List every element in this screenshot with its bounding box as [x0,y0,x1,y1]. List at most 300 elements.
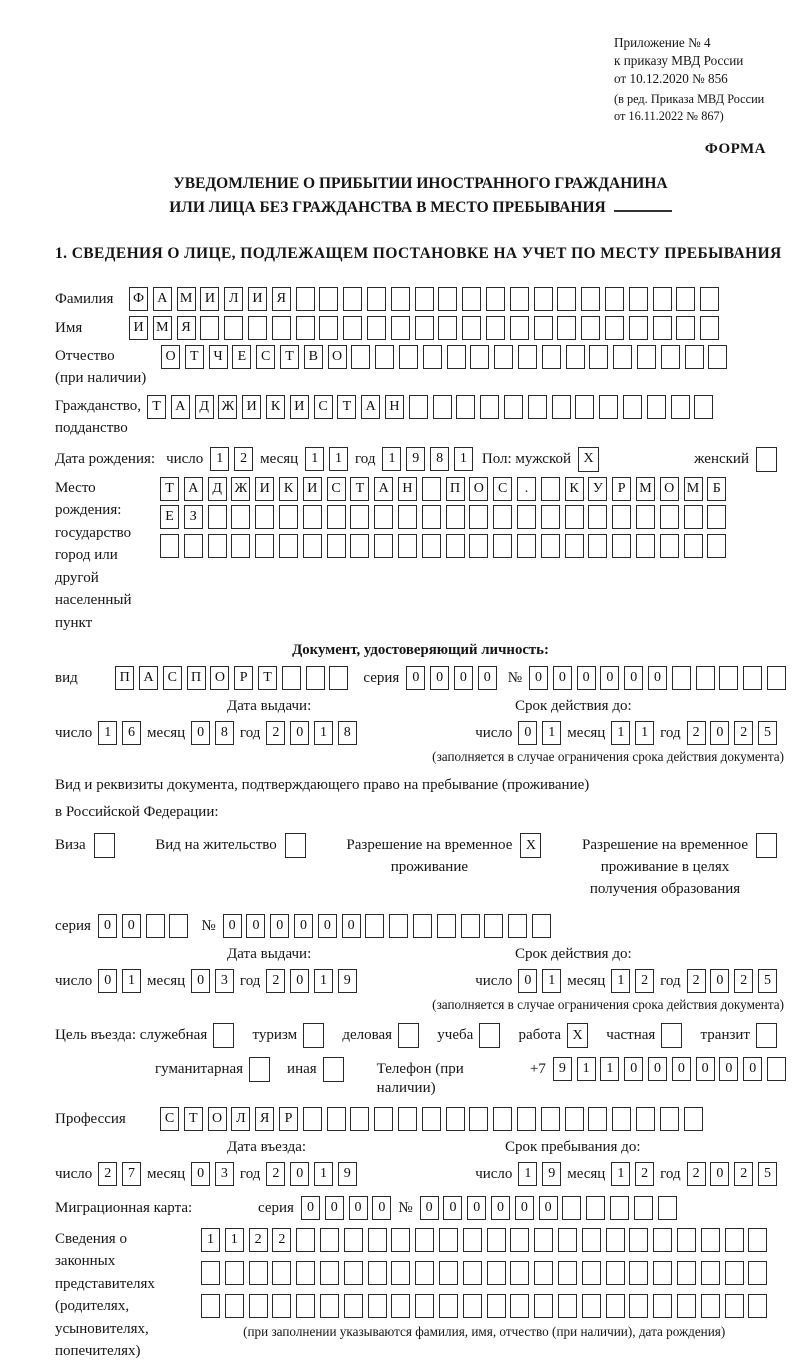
char-box[interactable] [517,505,536,529]
char-box[interactable]: И [242,395,261,419]
char-box[interactable]: 1 [611,969,630,993]
char-box[interactable] [391,1294,410,1318]
char-box[interactable] [272,316,291,340]
sex-male-checkbox[interactable]: X [578,447,599,472]
char-box[interactable] [494,345,513,369]
char-box[interactable] [320,1294,339,1318]
char-box[interactable] [456,395,475,419]
char-box[interactable] [409,395,428,419]
char-box[interactable] [672,666,691,690]
char-box[interactable] [661,345,680,369]
char-box[interactable]: Ч [209,345,228,369]
char-box[interactable] [748,1261,767,1285]
char-box[interactable] [517,1107,536,1131]
char-box[interactable] [558,1228,577,1252]
char-box[interactable] [671,395,690,419]
char-box[interactable] [279,505,298,529]
char-box[interactable]: И [290,395,309,419]
char-box[interactable]: С [163,666,182,690]
char-box[interactable]: 1 [542,721,561,745]
char-box[interactable] [623,395,642,419]
char-box[interactable] [438,287,457,311]
char-box[interactable]: И [200,287,219,311]
char-box[interactable]: Р [234,666,253,690]
char-box[interactable] [504,395,523,419]
char-box[interactable]: О [660,477,679,501]
char-box[interactable]: 1 [611,721,630,745]
char-box[interactable] [413,914,432,938]
char-box[interactable]: Я [177,316,196,340]
char-box[interactable]: 0 [191,721,210,745]
char-box[interactable]: 0 [518,721,537,745]
char-box[interactable]: Т [185,345,204,369]
char-box[interactable] [660,1107,679,1131]
char-box[interactable] [486,287,505,311]
char-box[interactable]: Я [255,1107,274,1131]
char-box[interactable] [319,316,338,340]
char-box[interactable]: 0 [318,914,337,938]
char-box[interactable] [599,395,618,419]
option-temp-residence-education-checkbox[interactable] [756,833,777,858]
char-box[interactable] [146,914,165,938]
char-box[interactable]: М [153,316,172,340]
char-box[interactable]: Б [707,477,726,501]
char-box[interactable] [201,1294,220,1318]
char-box[interactable] [296,316,315,340]
char-box[interactable] [534,1294,553,1318]
char-box[interactable] [653,1228,672,1252]
char-box[interactable] [610,1196,629,1220]
char-box[interactable]: 6 [122,721,141,745]
char-box[interactable]: 0 [710,1162,729,1186]
char-box[interactable] [581,287,600,311]
char-box[interactable] [249,1261,268,1285]
char-box[interactable]: 0 [539,1196,558,1220]
char-box[interactable]: Т [258,666,277,690]
char-box[interactable]: 2 [249,1228,268,1252]
char-box[interactable]: 0 [290,969,309,993]
char-box[interactable] [767,1057,786,1081]
char-box[interactable] [462,287,481,311]
char-box[interactable]: 0 [696,1057,715,1081]
char-box[interactable] [391,1261,410,1285]
char-box[interactable]: 0 [430,666,449,690]
char-box[interactable] [606,1228,625,1252]
char-box[interactable]: 1 [600,1057,619,1081]
char-box[interactable] [391,287,410,311]
char-box[interactable] [423,345,442,369]
char-box[interactable] [255,505,274,529]
char-box[interactable] [208,534,227,558]
char-box[interactable] [391,316,410,340]
char-box[interactable] [462,316,481,340]
char-box[interactable]: 0 [443,1196,462,1220]
char-box[interactable]: 1 [210,447,229,471]
char-box[interactable] [469,1107,488,1131]
char-box[interactable] [684,534,703,558]
char-box[interactable]: Е [160,505,179,529]
char-box[interactable]: 0 [478,666,497,690]
char-box[interactable] [586,1196,605,1220]
char-box[interactable] [694,395,713,419]
char-box[interactable]: 8 [430,447,449,471]
char-box[interactable] [582,1228,601,1252]
char-box[interactable]: П [187,666,206,690]
char-box[interactable] [534,1261,553,1285]
char-box[interactable] [629,316,648,340]
char-box[interactable] [629,1261,648,1285]
char-box[interactable] [422,505,441,529]
char-box[interactable]: 0 [648,1057,667,1081]
char-box[interactable]: 0 [270,914,289,938]
char-box[interactable]: 1 [305,447,324,471]
char-box[interactable]: Т [337,395,356,419]
char-box[interactable] [684,1107,703,1131]
char-box[interactable] [508,914,527,938]
char-box[interactable]: 2 [266,969,285,993]
char-box[interactable] [606,1261,625,1285]
char-box[interactable]: 3 [215,1162,234,1186]
char-box[interactable] [255,534,274,558]
purpose-gumanitarnaya-checkbox[interactable] [249,1057,270,1082]
char-box[interactable]: А [139,666,158,690]
purpose-delovaya-checkbox[interactable] [398,1023,419,1048]
char-box[interactable] [653,1261,672,1285]
char-box[interactable] [517,534,536,558]
char-box[interactable]: 0 [290,721,309,745]
char-box[interactable]: М [684,477,703,501]
purpose-inaya-checkbox[interactable] [323,1057,344,1082]
char-box[interactable] [534,287,553,311]
char-box[interactable]: О [469,477,488,501]
purpose-ucheba-checkbox[interactable] [479,1023,500,1048]
char-box[interactable] [528,395,547,419]
char-box[interactable] [660,534,679,558]
char-box[interactable]: К [279,477,298,501]
char-box[interactable] [461,914,480,938]
char-box[interactable]: 1 [611,1162,630,1186]
char-box[interactable] [493,1107,512,1131]
char-box[interactable] [542,345,561,369]
char-box[interactable]: 1 [329,447,348,471]
char-box[interactable] [605,287,624,311]
char-box[interactable]: 2 [734,1162,753,1186]
char-box[interactable] [350,534,369,558]
char-box[interactable] [566,345,585,369]
char-box[interactable]: К [266,395,285,419]
char-box[interactable] [748,1294,767,1318]
char-box[interactable] [389,914,408,938]
char-box[interactable]: 0 [648,666,667,690]
char-box[interactable] [415,1294,434,1318]
char-box[interactable] [296,287,315,311]
char-box[interactable] [201,1261,220,1285]
char-box[interactable] [612,505,631,529]
char-box[interactable] [605,316,624,340]
purpose-rabota-checkbox[interactable]: X [567,1023,588,1048]
char-box[interactable] [296,1261,315,1285]
char-box[interactable] [327,1107,346,1131]
char-box[interactable]: О [161,345,180,369]
char-box[interactable] [303,534,322,558]
char-box[interactable] [534,1228,553,1252]
char-box[interactable] [647,395,666,419]
char-box[interactable] [588,1107,607,1131]
char-box[interactable] [470,345,489,369]
char-box[interactable] [612,1107,631,1131]
char-box[interactable] [541,1107,560,1131]
char-box[interactable]: 0 [246,914,265,938]
char-box[interactable] [306,666,325,690]
char-box[interactable]: 0 [491,1196,510,1220]
char-box[interactable] [320,1261,339,1285]
char-box[interactable]: 5 [758,1162,777,1186]
char-box[interactable] [272,1261,291,1285]
char-box[interactable]: С [493,477,512,501]
char-box[interactable] [685,345,704,369]
char-box[interactable] [636,505,655,529]
char-box[interactable] [463,1294,482,1318]
char-box[interactable] [767,666,786,690]
char-box[interactable]: Я [272,287,291,311]
char-box[interactable] [438,316,457,340]
char-box[interactable] [588,534,607,558]
char-box[interactable] [653,287,672,311]
char-box[interactable]: Н [398,477,417,501]
char-box[interactable]: 1 [542,969,561,993]
char-box[interactable]: С [314,395,333,419]
char-box[interactable]: М [636,477,655,501]
char-box[interactable]: Н [385,395,404,419]
char-box[interactable] [200,316,219,340]
char-box[interactable] [700,287,719,311]
char-box[interactable] [439,1261,458,1285]
char-box[interactable]: М [177,287,196,311]
char-box[interactable]: 2 [635,1162,654,1186]
char-box[interactable]: 0 [624,666,643,690]
char-box[interactable] [725,1294,744,1318]
char-box[interactable] [510,1294,529,1318]
purpose-tranzit-checkbox[interactable] [756,1023,777,1048]
char-box[interactable]: Р [612,477,631,501]
char-box[interactable]: Д [208,477,227,501]
char-box[interactable]: 9 [338,1162,357,1186]
char-box[interactable]: Т [160,477,179,501]
char-box[interactable] [725,1228,744,1252]
char-box[interactable]: С [160,1107,179,1131]
char-box[interactable] [439,1228,458,1252]
char-box[interactable]: 0 [342,914,361,938]
char-box[interactable] [696,666,715,690]
char-box[interactable] [446,534,465,558]
char-box[interactable]: 5 [758,969,777,993]
char-box[interactable] [493,534,512,558]
char-box[interactable] [743,666,762,690]
char-box[interactable]: Д [195,395,214,419]
char-box[interactable] [225,1294,244,1318]
char-box[interactable]: А [184,477,203,501]
char-box[interactable]: У [588,477,607,501]
char-box[interactable]: 1 [454,447,473,471]
char-box[interactable] [588,505,607,529]
char-box[interactable]: И [129,316,148,340]
char-box[interactable] [701,1228,720,1252]
char-box[interactable]: 0 [301,1196,320,1220]
char-box[interactable] [282,666,301,690]
char-box[interactable] [510,1228,529,1252]
char-box[interactable] [541,534,560,558]
char-box[interactable] [350,505,369,529]
char-box[interactable]: 0 [518,969,537,993]
char-box[interactable] [463,1261,482,1285]
char-box[interactable] [422,477,441,501]
char-box[interactable]: 2 [272,1228,291,1252]
char-box[interactable] [636,534,655,558]
char-box[interactable]: 9 [553,1057,572,1081]
char-box[interactable]: 0 [672,1057,691,1081]
char-box[interactable]: 1 [314,721,333,745]
char-box[interactable] [582,1261,601,1285]
char-box[interactable] [707,534,726,558]
char-box[interactable] [375,345,394,369]
char-box[interactable] [344,1228,363,1252]
char-box[interactable]: 0 [122,914,141,938]
char-box[interactable] [446,1107,465,1131]
char-box[interactable]: А [171,395,190,419]
char-box[interactable] [225,1261,244,1285]
char-box[interactable] [562,1196,581,1220]
char-box[interactable]: 0 [191,969,210,993]
char-box[interactable]: 2 [98,1162,117,1186]
char-box[interactable] [368,1228,387,1252]
char-box[interactable]: 0 [325,1196,344,1220]
char-box[interactable]: 9 [338,969,357,993]
char-box[interactable]: 2 [687,969,706,993]
char-box[interactable] [636,1107,655,1131]
char-box[interactable]: 0 [553,666,572,690]
char-box[interactable] [557,287,576,311]
char-box[interactable] [558,1261,577,1285]
char-box[interactable] [534,316,553,340]
char-box[interactable] [581,316,600,340]
char-box[interactable] [653,316,672,340]
char-box[interactable] [160,534,179,558]
char-box[interactable]: А [153,287,172,311]
char-box[interactable]: 9 [406,447,425,471]
char-box[interactable] [391,1228,410,1252]
option-temp-residence-checkbox[interactable]: X [520,833,541,858]
char-box[interactable] [398,1107,417,1131]
char-box[interactable] [231,534,250,558]
char-box[interactable] [676,316,695,340]
char-box[interactable]: 1 [635,721,654,745]
char-box[interactable] [169,914,188,938]
char-box[interactable] [658,1196,677,1220]
char-box[interactable]: 3 [215,969,234,993]
char-box[interactable] [351,345,370,369]
char-box[interactable]: 2 [266,721,285,745]
char-box[interactable] [725,1261,744,1285]
char-box[interactable]: 0 [98,969,117,993]
char-box[interactable]: 0 [294,914,313,938]
char-box[interactable]: С [327,477,346,501]
char-box[interactable] [589,345,608,369]
char-box[interactable]: 0 [223,914,242,938]
char-box[interactable] [249,1294,268,1318]
char-box[interactable] [422,534,441,558]
char-box[interactable]: 8 [338,721,357,745]
char-box[interactable] [748,1228,767,1252]
char-box[interactable]: . [517,477,536,501]
char-box[interactable]: 8 [215,721,234,745]
char-box[interactable]: 0 [624,1057,643,1081]
char-box[interactable]: 0 [515,1196,534,1220]
char-box[interactable] [446,505,465,529]
char-box[interactable] [279,534,298,558]
char-box[interactable] [700,316,719,340]
char-box[interactable]: 7 [122,1162,141,1186]
char-box[interactable]: 1 [314,969,333,993]
char-box[interactable] [487,1261,506,1285]
char-box[interactable] [350,1107,369,1131]
char-box[interactable] [437,914,456,938]
char-box[interactable] [320,1228,339,1252]
char-box[interactable]: 0 [600,666,619,690]
char-box[interactable]: 1 [382,447,401,471]
char-box[interactable] [415,1228,434,1252]
char-box[interactable] [463,1228,482,1252]
char-box[interactable] [368,1294,387,1318]
char-box[interactable] [637,345,656,369]
char-box[interactable] [565,505,584,529]
char-box[interactable] [708,345,727,369]
char-box[interactable] [398,505,417,529]
char-box[interactable]: 1 [225,1228,244,1252]
char-box[interactable]: И [255,477,274,501]
char-box[interactable] [480,395,499,419]
char-box[interactable] [677,1294,696,1318]
char-box[interactable] [629,1228,648,1252]
purpose-chastnaya-checkbox[interactable] [661,1023,682,1048]
char-box[interactable]: 0 [529,666,548,690]
char-box[interactable]: 0 [98,914,117,938]
char-box[interactable] [433,395,452,419]
char-box[interactable] [367,287,386,311]
char-box[interactable]: Е [232,345,251,369]
char-box[interactable] [303,505,322,529]
char-box[interactable] [208,505,227,529]
char-box[interactable] [629,287,648,311]
char-box[interactable]: О [328,345,347,369]
char-box[interactable] [557,316,576,340]
char-box[interactable] [701,1261,720,1285]
char-box[interactable]: 2 [234,447,253,471]
char-box[interactable] [518,345,537,369]
char-box[interactable] [565,534,584,558]
char-box[interactable] [487,1228,506,1252]
char-box[interactable]: 2 [687,1162,706,1186]
char-box[interactable] [374,534,393,558]
char-box[interactable] [707,505,726,529]
char-box[interactable] [629,1294,648,1318]
char-box[interactable] [575,395,594,419]
char-box[interactable]: 0 [467,1196,486,1220]
char-box[interactable] [493,505,512,529]
char-box[interactable]: 0 [710,721,729,745]
char-box[interactable] [684,505,703,529]
char-box[interactable]: 5 [758,721,777,745]
char-box[interactable] [367,316,386,340]
